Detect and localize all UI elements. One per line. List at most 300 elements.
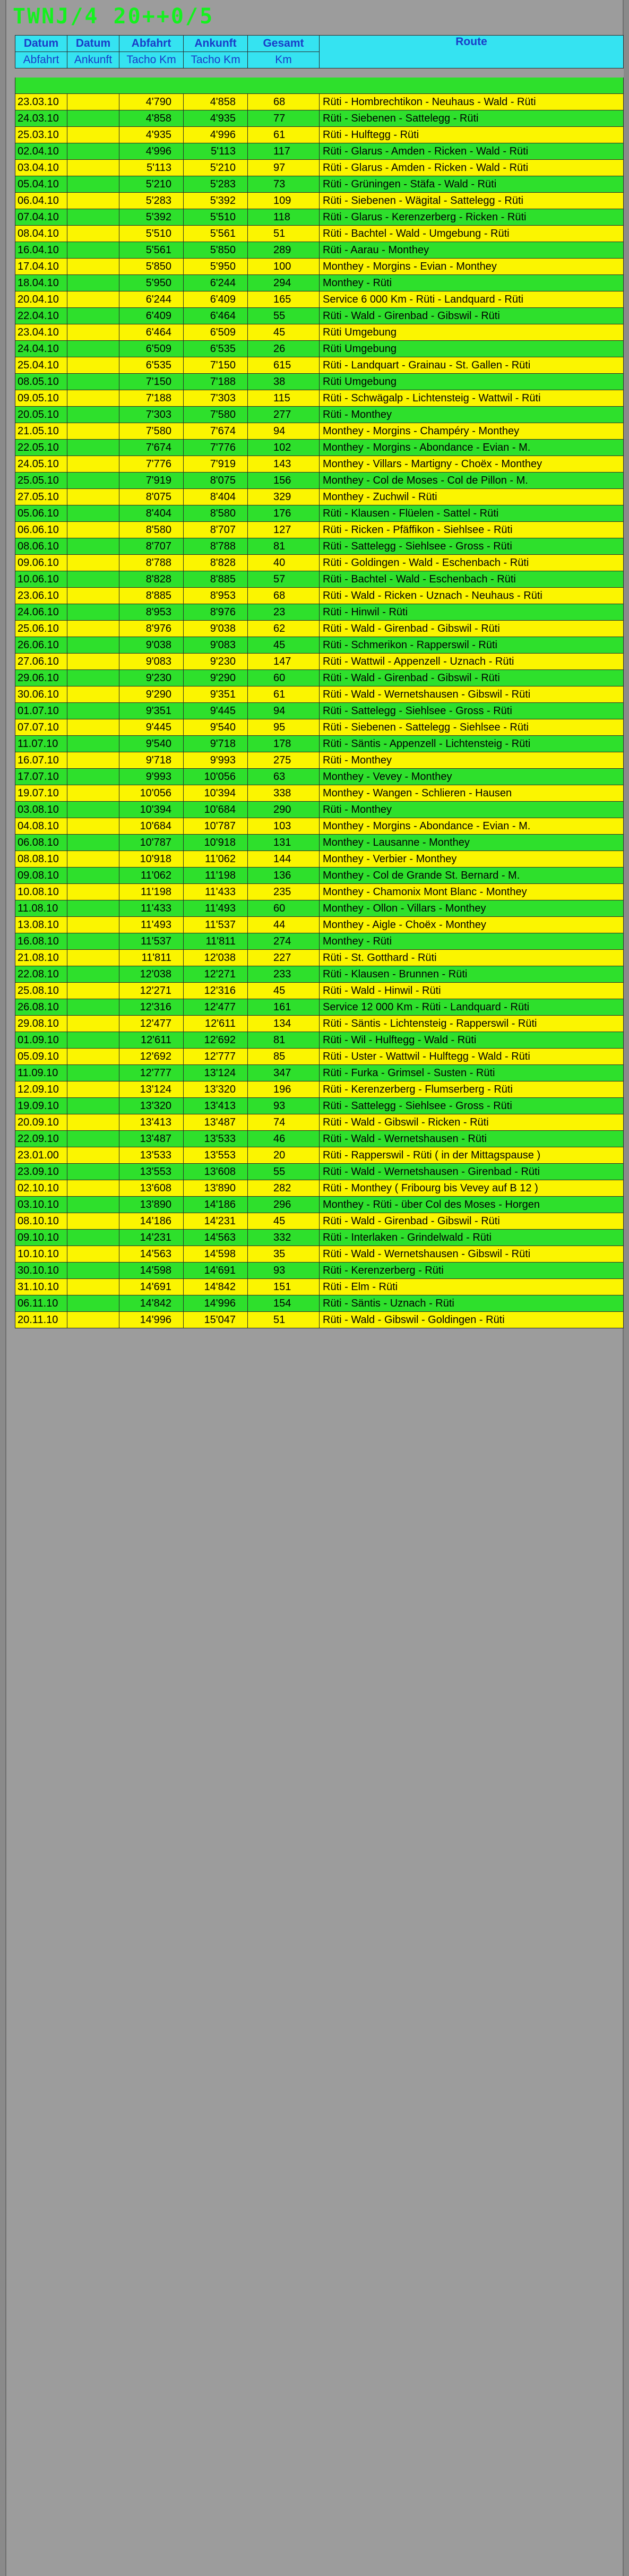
cell-datum-abfahrt: 23.03.10 [15, 94, 67, 110]
cell-route: Monthey - Rüti [320, 275, 624, 291]
cell-route: Rüti - Schmerikon - Rapperswil - Rüti [320, 637, 624, 654]
cell-gesamt-km: 156 [248, 473, 320, 489]
cell-tacho-abfahrt: 4'790 [119, 94, 184, 110]
cell-tacho-abfahrt: 14'231 [119, 1230, 184, 1246]
page-frame [5, 0, 624, 2576]
cell-gesamt-km: 102 [248, 440, 320, 456]
cell-tacho-ankunft: 14'598 [184, 1246, 248, 1263]
table-row [15, 160, 624, 176]
cell-datum-ankunft [67, 407, 119, 423]
cell-datum-abfahrt: 25.08.10 [15, 983, 67, 999]
cell-route: Rüti - Sattelegg - Siehlsee - Gross - Rüti [320, 538, 624, 555]
cell-tacho-abfahrt: 10'684 [119, 818, 184, 835]
cell-tacho-ankunft: 13'124 [184, 1065, 248, 1081]
cell-tacho-abfahrt: 8'788 [119, 555, 184, 571]
cell-datum-ankunft [67, 621, 119, 637]
cell-route: Rüti - Bachtel - Wald - Eschenbach - Rüti [320, 571, 624, 588]
cell-datum-ankunft [67, 1213, 119, 1230]
cell-gesamt-km: 103 [248, 818, 320, 835]
table-row [15, 390, 624, 407]
cell-datum-abfahrt: 10.06.10 [15, 571, 67, 588]
cell-tacho-ankunft: 6'509 [184, 324, 248, 341]
cell-datum-abfahrt: 06.06.10 [15, 522, 67, 538]
cell-route: Monthey - Chamonix Mont Blanc - Monthey [320, 884, 624, 900]
cell-route: Monthey - Morgins - Abondance - Evian - M. [320, 440, 624, 456]
cell-datum-ankunft [67, 588, 119, 604]
cell-tacho-ankunft: 8'828 [184, 555, 248, 571]
cell-tacho-ankunft: 13'533 [184, 1131, 248, 1147]
cell-tacho-ankunft: 9'718 [184, 736, 248, 752]
cell-tacho-abfahrt: 13'890 [119, 1197, 184, 1213]
cell-route: Rüti - Wald - Wernetshausen - Gibswil - Rüti [320, 686, 624, 703]
table-row [15, 259, 624, 275]
cell-datum-abfahrt: 01.09.10 [15, 1032, 67, 1049]
cell-tacho-ankunft: 7'303 [184, 390, 248, 407]
cell-tacho-ankunft: 5'510 [184, 209, 248, 226]
table-row [15, 1098, 624, 1114]
cell-tacho-ankunft: 13'320 [184, 1081, 248, 1098]
cell-tacho-abfahrt: 6'244 [119, 291, 184, 308]
cell-datum-ankunft [67, 473, 119, 489]
cell-datum-abfahrt: 09.05.10 [15, 390, 67, 407]
cell-route: Rüti - Säntis - Appenzell - Lichtensteig - Rüti [320, 736, 624, 752]
cell-tacho-abfahrt: 7'674 [119, 440, 184, 456]
table-row [15, 1164, 624, 1180]
header-route: Route [320, 36, 624, 68]
cell-route: Rüti - Schwägalp - Lichtensteig - Wattwil - Rüti [320, 390, 624, 407]
cell-gesamt-km: 109 [248, 193, 320, 209]
cell-datum-abfahrt: 09.10.10 [15, 1230, 67, 1246]
cell-route: Rüti - Wald - Wernetshausen - Gibswil - Rüti [320, 1246, 624, 1263]
table-row [15, 1246, 624, 1263]
trip-log-table [15, 35, 624, 1328]
cell-datum-ankunft [67, 1147, 119, 1164]
cell-datum-abfahrt: 30.10.10 [15, 1263, 67, 1279]
table-row [15, 802, 624, 818]
cell-tacho-abfahrt: 6'409 [119, 308, 184, 324]
table-row [15, 489, 624, 505]
cell-tacho-abfahrt: 13'553 [119, 1164, 184, 1180]
cell-route: Rüti - Glarus - Amden - Ricken - Wald - Rüti [320, 160, 624, 176]
cell-tacho-abfahrt: 5'113 [119, 160, 184, 176]
cell-tacho-ankunft: 10'684 [184, 802, 248, 818]
cell-route: Rüti Umgebung [320, 374, 624, 390]
cell-datum-ankunft [67, 374, 119, 390]
cell-tacho-abfahrt: 6'464 [119, 324, 184, 341]
cell-route: Monthey - Morgins - Champéry - Monthey [320, 423, 624, 440]
cell-datum-abfahrt: 16.04.10 [15, 242, 67, 259]
cell-datum-abfahrt: 27.05.10 [15, 489, 67, 505]
cell-gesamt-km: 44 [248, 917, 320, 933]
cell-route: Rüti - Bachtel - Wald - Umgebung - Rüti [320, 226, 624, 242]
cell-gesamt-km: 161 [248, 999, 320, 1016]
cell-tacho-ankunft: 5'392 [184, 193, 248, 209]
table-row [15, 1032, 624, 1049]
table-row [15, 291, 624, 308]
cell-route: Monthey - Ollon - Villars - Monthey [320, 900, 624, 917]
cell-datum-ankunft [67, 719, 119, 736]
table-row [15, 999, 624, 1016]
cell-route: Rüti - Wald - Girenbad - Gibswil - Rüti [320, 1213, 624, 1230]
cell-datum-abfahrt: 03.04.10 [15, 160, 67, 176]
cell-tacho-ankunft: 14'996 [184, 1295, 248, 1312]
cell-tacho-ankunft: 7'776 [184, 440, 248, 456]
cell-gesamt-km: 136 [248, 868, 320, 884]
cell-route: Rüti - Siebenen - Sattelegg - Rüti [320, 110, 624, 127]
table-row [15, 686, 624, 703]
cell-gesamt-km: 115 [248, 390, 320, 407]
cell-route: Rüti - Wald - Wernetshausen - Girenbad - Rüti [320, 1164, 624, 1180]
cell-route: Rüti - Monthey ( Fribourg bis Vevey auf B 12 ) [320, 1180, 624, 1197]
table-row [15, 423, 624, 440]
cell-datum-ankunft [67, 1081, 119, 1098]
cell-gesamt-km: 57 [248, 571, 320, 588]
cell-route: Rüti - Hulftegg - Rüti [320, 127, 624, 143]
cell-tacho-ankunft: 12'316 [184, 983, 248, 999]
table-row [15, 1197, 624, 1213]
cell-gesamt-km: 277 [248, 407, 320, 423]
cell-route: Rüti - Monthey [320, 407, 624, 423]
cell-gesamt-km: 51 [248, 226, 320, 242]
cell-datum-abfahrt: 06.08.10 [15, 835, 67, 851]
cell-route: Rüti - Interlaken - Grindelwald - Rüti [320, 1230, 624, 1246]
cell-datum-ankunft [67, 209, 119, 226]
cell-datum-ankunft [67, 522, 119, 538]
table-header [15, 36, 624, 78]
cell-datum-ankunft [67, 1230, 119, 1246]
cell-gesamt-km: 74 [248, 1114, 320, 1131]
cell-route: Rüti - Landquart - Grainau - St. Gallen - Rüti [320, 357, 624, 374]
table-row [15, 769, 624, 785]
cell-gesamt-km: 61 [248, 127, 320, 143]
cell-tacho-abfahrt: 11'493 [119, 917, 184, 933]
cell-datum-ankunft [67, 686, 119, 703]
cell-datum-ankunft [67, 818, 119, 835]
cell-tacho-ankunft: 13'553 [184, 1147, 248, 1164]
cell-datum-abfahrt: 24.04.10 [15, 341, 67, 357]
cell-tacho-ankunft: 14'691 [184, 1263, 248, 1279]
cell-datum-abfahrt: 09.06.10 [15, 555, 67, 571]
table-row [15, 654, 624, 670]
cell-tacho-abfahrt: 14'186 [119, 1213, 184, 1230]
cell-route: Monthey - Verbier - Monthey [320, 851, 624, 868]
cell-tacho-abfahrt: 9'445 [119, 719, 184, 736]
cell-tacho-ankunft: 4'858 [184, 94, 248, 110]
cell-datum-abfahrt: 22.08.10 [15, 966, 67, 983]
cell-gesamt-km: 274 [248, 933, 320, 950]
table-row [15, 505, 624, 522]
cell-route: Rüti - Sattelegg - Siehlsee - Gross - Rüti [320, 1098, 624, 1114]
cell-tacho-ankunft: 5'561 [184, 226, 248, 242]
cell-datum-abfahrt: 24.03.10 [15, 110, 67, 127]
cell-tacho-ankunft: 7'674 [184, 423, 248, 440]
cell-datum-abfahrt: 03.10.10 [15, 1197, 67, 1213]
cell-datum-ankunft [67, 835, 119, 851]
table-row [15, 226, 624, 242]
cell-gesamt-km: 97 [248, 160, 320, 176]
cell-datum-ankunft [67, 1164, 119, 1180]
header-datum-ankunft: Datum [67, 36, 119, 52]
cell-route: Monthey - Morgins - Evian - Monthey [320, 259, 624, 275]
cell-route: Rüti - Sattelegg - Siehlsee - Gross - Rüti [320, 703, 624, 719]
cell-datum-abfahrt: 02.04.10 [15, 143, 67, 160]
cell-gesamt-km: 118 [248, 209, 320, 226]
cell-tacho-ankunft: 10'787 [184, 818, 248, 835]
cell-gesamt-km: 134 [248, 1016, 320, 1032]
cell-route: Rüti - Wald - Girenbad - Gibswil - Rüti [320, 308, 624, 324]
cell-tacho-ankunft: 7'919 [184, 456, 248, 473]
cell-datum-ankunft [67, 1180, 119, 1197]
cell-route: Rüti - Wald - Wernetshausen - Rüti [320, 1131, 624, 1147]
cell-tacho-abfahrt: 13'320 [119, 1098, 184, 1114]
cell-tacho-abfahrt: 8'404 [119, 505, 184, 522]
cell-datum-abfahrt: 07.07.10 [15, 719, 67, 736]
cell-gesamt-km: 282 [248, 1180, 320, 1197]
cell-route: Monthey - Rüti [320, 933, 624, 950]
cell-tacho-ankunft: 12'611 [184, 1016, 248, 1032]
cell-gesamt-km: 127 [248, 522, 320, 538]
cell-datum-ankunft [67, 390, 119, 407]
cell-datum-abfahrt: 17.04.10 [15, 259, 67, 275]
cell-datum-abfahrt: 30.06.10 [15, 686, 67, 703]
table-row [15, 917, 624, 933]
cell-tacho-abfahrt: 13'533 [119, 1147, 184, 1164]
cell-datum-ankunft [67, 868, 119, 884]
table-row [15, 110, 624, 127]
cell-tacho-abfahrt: 5'950 [119, 275, 184, 291]
table-row [15, 209, 624, 226]
cell-gesamt-km: 151 [248, 1279, 320, 1295]
cell-datum-abfahrt: 26.06.10 [15, 637, 67, 654]
cell-datum-ankunft [67, 440, 119, 456]
cell-datum-abfahrt: 29.06.10 [15, 670, 67, 686]
cell-datum-ankunft [67, 851, 119, 868]
table-row [15, 621, 624, 637]
cell-gesamt-km: 26 [248, 341, 320, 357]
cell-route: Rüti - Wald - Hinwil - Rüti [320, 983, 624, 999]
cell-tacho-ankunft: 9'038 [184, 621, 248, 637]
cell-tacho-abfahrt: 10'787 [119, 835, 184, 851]
cell-datum-ankunft [67, 1263, 119, 1279]
table-row [15, 900, 624, 917]
table-row [15, 374, 624, 390]
cell-datum-ankunft [67, 950, 119, 966]
cell-tacho-abfahrt: 4'858 [119, 110, 184, 127]
cell-gesamt-km: 73 [248, 176, 320, 193]
cell-tacho-abfahrt: 14'563 [119, 1246, 184, 1263]
cell-tacho-abfahrt: 5'210 [119, 176, 184, 193]
cell-route: Monthey - Vevey - Monthey [320, 769, 624, 785]
cell-tacho-abfahrt: 4'996 [119, 143, 184, 160]
cell-datum-ankunft [67, 555, 119, 571]
cell-datum-abfahrt: 25.04.10 [15, 357, 67, 374]
cell-tacho-ankunft: 11'493 [184, 900, 248, 917]
table-row [15, 1230, 624, 1246]
cell-tacho-abfahrt: 9'230 [119, 670, 184, 686]
cell-datum-ankunft [67, 670, 119, 686]
cell-gesamt-km: 143 [248, 456, 320, 473]
cell-route: Service 12 000 Km - Rüti - Landquard - Rüti [320, 999, 624, 1016]
cell-datum-abfahrt: 16.07.10 [15, 752, 67, 769]
cell-datum-abfahrt: 20.09.10 [15, 1114, 67, 1131]
table-row [15, 341, 624, 357]
cell-tacho-abfahrt: 13'487 [119, 1131, 184, 1147]
cell-tacho-abfahrt: 11'433 [119, 900, 184, 917]
cell-gesamt-km: 35 [248, 1246, 320, 1263]
cell-route: Rüti - Wattwil - Appenzell - Uznach - Rüti [320, 654, 624, 670]
cell-tacho-abfahrt: 8'885 [119, 588, 184, 604]
cell-datum-ankunft [67, 884, 119, 900]
cell-route: Rüti - Monthey [320, 802, 624, 818]
cell-tacho-abfahrt: 7'188 [119, 390, 184, 407]
cell-tacho-abfahrt: 10'394 [119, 802, 184, 818]
cell-gesamt-km: 68 [248, 588, 320, 604]
cell-tacho-abfahrt: 14'598 [119, 1263, 184, 1279]
table-row [15, 308, 624, 324]
cell-tacho-abfahrt: 10'056 [119, 785, 184, 802]
cell-tacho-ankunft: 10'918 [184, 835, 248, 851]
cell-datum-abfahrt: 10.10.10 [15, 1246, 67, 1263]
cell-tacho-ankunft: 14'231 [184, 1213, 248, 1230]
cell-tacho-abfahrt: 9'351 [119, 703, 184, 719]
cell-datum-ankunft [67, 308, 119, 324]
cell-tacho-abfahrt: 9'993 [119, 769, 184, 785]
cell-tacho-abfahrt: 7'919 [119, 473, 184, 489]
cell-tacho-abfahrt: 12'777 [119, 1065, 184, 1081]
cell-gesamt-km: 94 [248, 423, 320, 440]
cell-tacho-ankunft: 11'433 [184, 884, 248, 900]
cell-datum-abfahrt: 25.03.10 [15, 127, 67, 143]
cell-tacho-ankunft: 13'413 [184, 1098, 248, 1114]
cell-tacho-abfahrt: 14'691 [119, 1279, 184, 1295]
table-row [15, 1114, 624, 1131]
table-row [15, 637, 624, 654]
cell-tacho-ankunft: 14'842 [184, 1279, 248, 1295]
cell-tacho-ankunft: 9'540 [184, 719, 248, 736]
cell-gesamt-km: 332 [248, 1230, 320, 1246]
cell-datum-ankunft [67, 736, 119, 752]
cell-datum-ankunft [67, 637, 119, 654]
cell-tacho-ankunft: 6'244 [184, 275, 248, 291]
table-row [15, 835, 624, 851]
cell-route: Rüti - Kerenzerberg - Flumserberg - Rüti [320, 1081, 624, 1098]
cell-datum-abfahrt: 23.04.10 [15, 324, 67, 341]
cell-datum-abfahrt: 20.05.10 [15, 407, 67, 423]
cell-datum-ankunft [67, 1131, 119, 1147]
table-row [15, 440, 624, 456]
table-row [15, 1131, 624, 1147]
cell-datum-abfahrt: 03.08.10 [15, 802, 67, 818]
cell-datum-ankunft [67, 1246, 119, 1263]
cell-datum-abfahrt: 23.09.10 [15, 1164, 67, 1180]
cell-gesamt-km: 63 [248, 769, 320, 785]
cell-tacho-ankunft: 8'788 [184, 538, 248, 555]
cell-datum-abfahrt: 08.06.10 [15, 538, 67, 555]
cell-datum-abfahrt: 26.08.10 [15, 999, 67, 1016]
cell-tacho-ankunft: 9'083 [184, 637, 248, 654]
cell-tacho-ankunft: 13'890 [184, 1180, 248, 1197]
cell-datum-ankunft [67, 538, 119, 555]
cell-route: Rüti - Elm - Rüti [320, 1279, 624, 1295]
cell-datum-ankunft [67, 1295, 119, 1312]
cell-tacho-abfahrt: 5'392 [119, 209, 184, 226]
cell-datum-ankunft [67, 966, 119, 983]
cell-gesamt-km: 290 [248, 802, 320, 818]
cell-tacho-abfahrt: 11'198 [119, 884, 184, 900]
cell-datum-abfahrt: 10.08.10 [15, 884, 67, 900]
cell-tacho-ankunft: 11'198 [184, 868, 248, 884]
cell-route: Rüti - Wald - Girenbad - Gibswil - Rüti [320, 670, 624, 686]
table-row [15, 966, 624, 983]
cell-datum-abfahrt: 08.08.10 [15, 851, 67, 868]
cell-datum-abfahrt: 08.10.10 [15, 1213, 67, 1230]
table-row [15, 176, 624, 193]
cell-tacho-ankunft: 9'230 [184, 654, 248, 670]
table-row [15, 522, 624, 538]
header-sub-ankunft: Ankunft [67, 52, 119, 68]
cell-gesamt-km: 85 [248, 1049, 320, 1065]
table-row [15, 1279, 624, 1295]
table-row [15, 571, 624, 588]
table-row [15, 604, 624, 621]
cell-datum-abfahrt: 24.05.10 [15, 456, 67, 473]
cell-tacho-abfahrt: 12'271 [119, 983, 184, 999]
cell-tacho-ankunft: 4'935 [184, 110, 248, 127]
cell-tacho-ankunft: 10'056 [184, 769, 248, 785]
cell-gesamt-km: 68 [248, 94, 320, 110]
cell-gesamt-km: 45 [248, 324, 320, 341]
cell-datum-abfahrt: 22.04.10 [15, 308, 67, 324]
cell-datum-ankunft [67, 604, 119, 621]
cell-tacho-ankunft: 5'283 [184, 176, 248, 193]
cell-gesamt-km: 227 [248, 950, 320, 966]
cell-route: Rüti - Hombrechtikon - Neuhaus - Wald - Rüti [320, 94, 624, 110]
cell-route: Monthey - Col de Grande St. Bernard - M. [320, 868, 624, 884]
table-row [15, 1263, 624, 1279]
cell-tacho-ankunft: 13'487 [184, 1114, 248, 1131]
cell-datum-abfahrt: 09.08.10 [15, 868, 67, 884]
cell-gesamt-km: 147 [248, 654, 320, 670]
table-row [15, 538, 624, 555]
cell-route: Rüti - Wald - Gibswil - Ricken - Rüti [320, 1114, 624, 1131]
cell-gesamt-km: 154 [248, 1295, 320, 1312]
table-row [15, 950, 624, 966]
cell-tacho-ankunft: 14'563 [184, 1230, 248, 1246]
cell-datum-ankunft [67, 176, 119, 193]
cell-gesamt-km: 38 [248, 374, 320, 390]
cell-tacho-abfahrt: 8'828 [119, 571, 184, 588]
cell-tacho-abfahrt: 4'935 [119, 127, 184, 143]
cell-datum-ankunft [67, 505, 119, 522]
cell-route: Rüti - Siebenen - Sattelegg - Siehlsee - Rüti [320, 719, 624, 736]
cell-tacho-abfahrt: 8'075 [119, 489, 184, 505]
cell-datum-ankunft [67, 242, 119, 259]
cell-tacho-ankunft: 7'150 [184, 357, 248, 374]
cell-datum-abfahrt: 06.04.10 [15, 193, 67, 209]
cell-tacho-abfahrt: 12'477 [119, 1016, 184, 1032]
cell-gesamt-km: 62 [248, 621, 320, 637]
cell-gesamt-km: 55 [248, 308, 320, 324]
cell-tacho-ankunft: 13'608 [184, 1164, 248, 1180]
table-row [15, 193, 624, 209]
cell-datum-abfahrt: 23.06.10 [15, 588, 67, 604]
cell-datum-ankunft [67, 1114, 119, 1131]
cell-route: Rüti - Siebenen - Wägital - Sattelegg - Rüti [320, 193, 624, 209]
cell-gesamt-km: 329 [248, 489, 320, 505]
table-row [15, 933, 624, 950]
cell-datum-ankunft [67, 1279, 119, 1295]
cell-gesamt-km: 45 [248, 1213, 320, 1230]
